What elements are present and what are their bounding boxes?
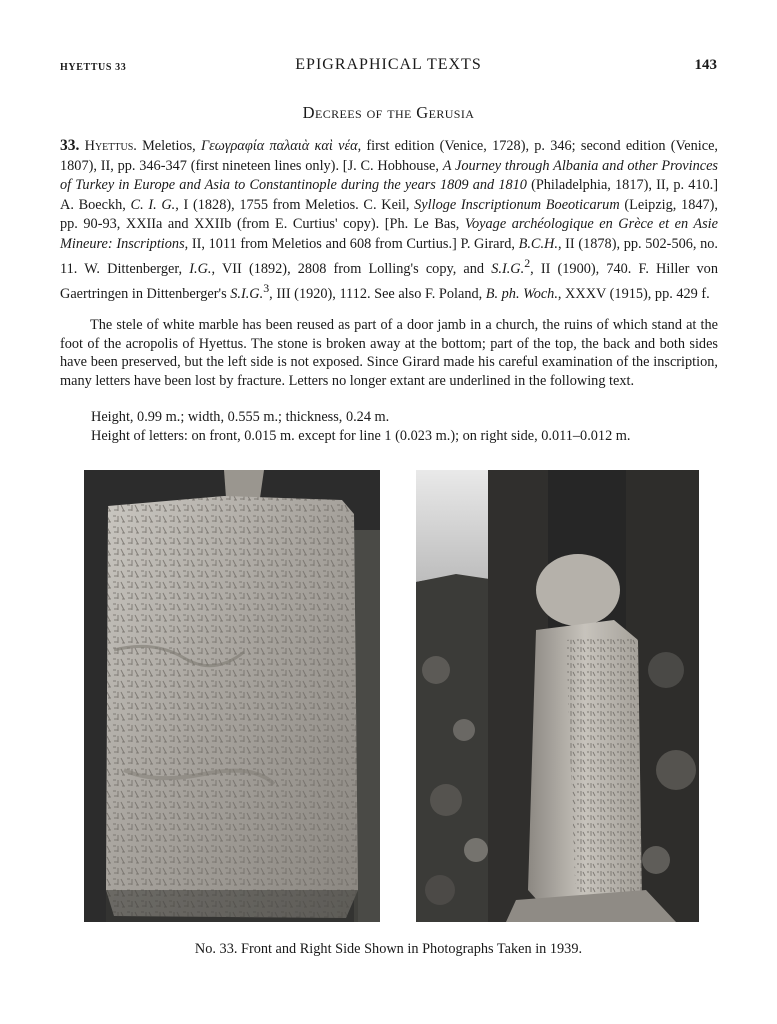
bib-text: (Leipzig, 1847), pp. 90-93, XXIIa and XXIIb (from E. Curtius' copy). [Ph. Le Bas, xyxy=(60,196,718,232)
section-title: Decrees of the Gerusia xyxy=(302,103,475,122)
running-head-left: HYETTUS 33 xyxy=(60,62,127,73)
description-paragraph: The stele of white marble has been reused as part of a door jamb in a church, the ruins of which stand at the foot of the acropolis of Hyettus. The stone is broken away at the bottom; part of the top, the back and both sides have been preserved, but the left side is not exposed. Since Girard made his careful examination of the inscription, many letters have been lost by fracture. Letters no longer extant are underlined in the following text. xyxy=(60,317,718,389)
bib-title: Voyage archéologique en Grèce et en Asie Mineure: Inscriptions xyxy=(60,216,718,252)
entry-number: 33. xyxy=(60,137,80,154)
bib-title: C. I. G. xyxy=(130,196,176,213)
bib-text: , I (1828), 1755 from Meletios. C. Keil, xyxy=(175,196,415,213)
bib-title: S.I.G. xyxy=(491,260,525,277)
bib-title: S.I.G. xyxy=(230,286,264,303)
bib-text: , II, 1011 from Meletios and 608 from Curtius.] P. Girard, xyxy=(184,235,519,252)
bib-superscript: 2 xyxy=(524,256,531,270)
dimensions-line: Height, 0.99 m.; width, 0.555 m.; thickness, 0.24 m. xyxy=(91,409,390,425)
bib-text: , II (1900), 740. F. Hiller von Gaertringen in Dittenberger's xyxy=(60,260,718,303)
entry-place: Hyettus. xyxy=(84,138,137,154)
bib-text: Meletios, xyxy=(136,138,201,154)
side-photo-image xyxy=(416,470,699,922)
bib-text: , III (1920), 1112. See also F. Poland, xyxy=(269,286,486,303)
bib-title: I.G. xyxy=(189,260,212,277)
bib-text: , VII (1892), 2808 from Lolling's copy, and xyxy=(211,260,492,277)
bib-title: B. ph. Woch. xyxy=(485,286,558,303)
bib-title: A Journey through Albania and other Provinces of Turkey in Europe and Asia to Constantinople during the years 1809 and 1810 xyxy=(60,157,718,193)
running-head-title: EPIGRAPHICAL TEXTS xyxy=(295,56,482,73)
figure-caption: No. 33. Front and Right Side Shown in Photographs Taken in 1939. xyxy=(194,941,583,957)
bib-greek-title: Γεωγραφία παλαιὰ καὶ νέα xyxy=(200,138,358,154)
bibliography-paragraph xyxy=(60,136,718,305)
letter-height-line: Height of letters: on front, 0.015 m. except for line 1 (0.023 m.); on right side, 0.011–0.012 m. xyxy=(91,428,631,444)
front-photo-image xyxy=(84,470,380,922)
bib-text: , XXXV (1915), pp. 429 f. xyxy=(557,286,710,303)
dimensions-block xyxy=(91,408,731,446)
bib-title: B.C.H. xyxy=(518,235,558,252)
bib-superscript: 3 xyxy=(263,281,270,296)
bib-text: , II (1878), pp. 502-506, no. 11. W. Dittenberger, xyxy=(60,235,718,277)
page-number: 143 xyxy=(694,57,717,73)
front-photo xyxy=(84,470,380,922)
bib-title: Sylloge Inscriptionum Boeoticarum xyxy=(414,196,620,213)
side-photo xyxy=(416,470,699,922)
bib-text: (Philadelphia, 1817), II, p. 410.] A. Boeckh, xyxy=(60,177,718,213)
bib-text: , first edition (Venice, 1728), p. 346; second edition (Venice, 1807), II, pp. 346-347 (first nineteen lines only). [J. C. Hobhouse, xyxy=(60,138,719,174)
